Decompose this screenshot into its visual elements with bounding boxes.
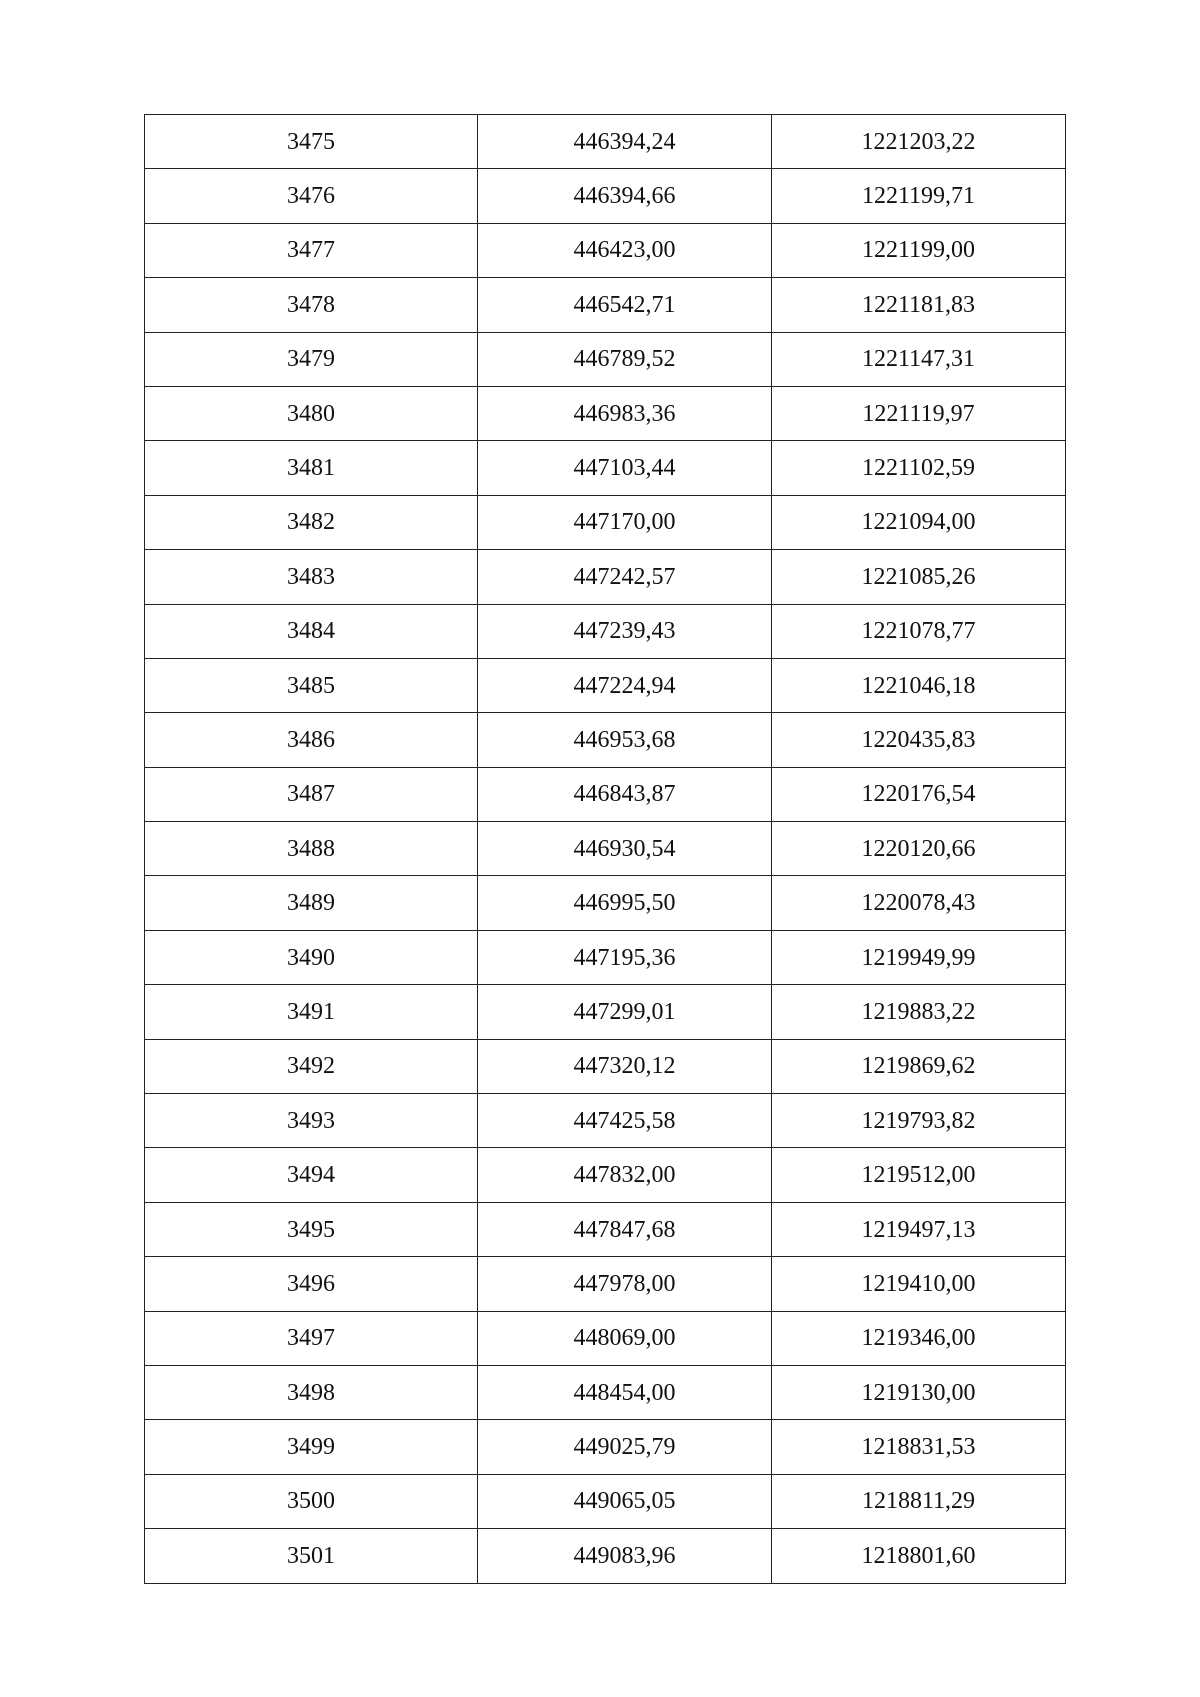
- table-row: [145, 1311, 1066, 1365]
- table-row: [145, 1474, 1066, 1528]
- table-row: [145, 169, 1066, 223]
- table-row: [145, 550, 1066, 604]
- x-coordinate-cell: 446930,54: [478, 822, 772, 876]
- y-coordinate-cell: 1219410,00: [772, 1257, 1066, 1311]
- x-coordinate-cell: 448454,00: [478, 1365, 772, 1419]
- point-number-cell: 3483: [145, 550, 478, 604]
- point-number-cell: 3501: [145, 1529, 478, 1583]
- table-row: [145, 713, 1066, 767]
- table-row: [145, 658, 1066, 712]
- x-coordinate-cell: 447239,43: [478, 604, 772, 658]
- x-coordinate-cell: 449065,05: [478, 1474, 772, 1528]
- point-number-cell: 3487: [145, 767, 478, 821]
- x-coordinate-cell: 446394,24: [478, 115, 772, 169]
- x-coordinate-cell: 446953,68: [478, 713, 772, 767]
- point-number-cell: 3496: [145, 1257, 478, 1311]
- point-number-cell: 3482: [145, 495, 478, 549]
- point-number-cell: 3495: [145, 1202, 478, 1256]
- x-coordinate-cell: 447978,00: [478, 1257, 772, 1311]
- table-row: [145, 1365, 1066, 1419]
- y-coordinate-cell: 1219793,82: [772, 1094, 1066, 1148]
- point-number-cell: 3499: [145, 1420, 478, 1474]
- table-row: [145, 223, 1066, 277]
- y-coordinate-cell: 1219869,62: [772, 1039, 1066, 1093]
- table-row: [145, 876, 1066, 930]
- y-coordinate-cell: 1221085,26: [772, 550, 1066, 604]
- table-row: [145, 1039, 1066, 1093]
- point-number-cell: 3500: [145, 1474, 478, 1528]
- y-coordinate-cell: 1221102,59: [772, 441, 1066, 495]
- table-row: [145, 1094, 1066, 1148]
- coordinates-table-body: [145, 115, 1066, 1584]
- y-coordinate-cell: 1219949,99: [772, 930, 1066, 984]
- table-row: [145, 985, 1066, 1039]
- y-coordinate-cell: 1221203,22: [772, 115, 1066, 169]
- x-coordinate-cell: 446983,36: [478, 386, 772, 440]
- y-coordinate-cell: 1221119,97: [772, 386, 1066, 440]
- y-coordinate-cell: 1219883,22: [772, 985, 1066, 1039]
- y-coordinate-cell: 1221181,83: [772, 278, 1066, 332]
- point-number-cell: 3480: [145, 386, 478, 440]
- point-number-cell: 3477: [145, 223, 478, 277]
- y-coordinate-cell: 1218801,60: [772, 1529, 1066, 1583]
- x-coordinate-cell: 447299,01: [478, 985, 772, 1039]
- x-coordinate-cell: 447103,44: [478, 441, 772, 495]
- table-row: [145, 386, 1066, 440]
- point-number-cell: 3490: [145, 930, 478, 984]
- y-coordinate-cell: 1219512,00: [772, 1148, 1066, 1202]
- x-coordinate-cell: 446394,66: [478, 169, 772, 223]
- y-coordinate-cell: 1219130,00: [772, 1365, 1066, 1419]
- x-coordinate-cell: 449083,96: [478, 1529, 772, 1583]
- point-number-cell: 3488: [145, 822, 478, 876]
- point-number-cell: 3481: [145, 441, 478, 495]
- point-number-cell: 3485: [145, 658, 478, 712]
- y-coordinate-cell: 1218811,29: [772, 1474, 1066, 1528]
- y-coordinate-cell: 1220120,66: [772, 822, 1066, 876]
- x-coordinate-cell: 446789,52: [478, 332, 772, 386]
- point-number-cell: 3484: [145, 604, 478, 658]
- table-row: [145, 278, 1066, 332]
- y-coordinate-cell: 1218831,53: [772, 1420, 1066, 1474]
- x-coordinate-cell: 447847,68: [478, 1202, 772, 1256]
- coordinates-table: [144, 114, 1066, 1584]
- table-row: [145, 822, 1066, 876]
- point-number-cell: 3498: [145, 1365, 478, 1419]
- point-number-cell: 3479: [145, 332, 478, 386]
- table-row: [145, 767, 1066, 821]
- table-row: [145, 930, 1066, 984]
- x-coordinate-cell: 449025,79: [478, 1420, 772, 1474]
- table-row: [145, 604, 1066, 658]
- x-coordinate-cell: 447170,00: [478, 495, 772, 549]
- table-row: [145, 1257, 1066, 1311]
- x-coordinate-cell: 448069,00: [478, 1311, 772, 1365]
- y-coordinate-cell: 1220176,54: [772, 767, 1066, 821]
- point-number-cell: 3491: [145, 985, 478, 1039]
- table-row: [145, 1148, 1066, 1202]
- y-coordinate-cell: 1221147,31: [772, 332, 1066, 386]
- point-number-cell: 3486: [145, 713, 478, 767]
- x-coordinate-cell: 446423,00: [478, 223, 772, 277]
- table-row: [145, 1420, 1066, 1474]
- point-number-cell: 3489: [145, 876, 478, 930]
- x-coordinate-cell: 447242,57: [478, 550, 772, 604]
- point-number-cell: 3493: [145, 1094, 478, 1148]
- table-row: [145, 1202, 1066, 1256]
- y-coordinate-cell: 1219346,00: [772, 1311, 1066, 1365]
- point-number-cell: 3478: [145, 278, 478, 332]
- x-coordinate-cell: 447195,36: [478, 930, 772, 984]
- point-number-cell: 3492: [145, 1039, 478, 1093]
- point-number-cell: 3476: [145, 169, 478, 223]
- table-row: [145, 115, 1066, 169]
- y-coordinate-cell: 1221199,00: [772, 223, 1066, 277]
- x-coordinate-cell: 447320,12: [478, 1039, 772, 1093]
- x-coordinate-cell: 447224,94: [478, 658, 772, 712]
- y-coordinate-cell: 1220435,83: [772, 713, 1066, 767]
- point-number-cell: 3494: [145, 1148, 478, 1202]
- table-row: [145, 332, 1066, 386]
- x-coordinate-cell: 446843,87: [478, 767, 772, 821]
- point-number-cell: 3475: [145, 115, 478, 169]
- y-coordinate-cell: 1221094,00: [772, 495, 1066, 549]
- x-coordinate-cell: 446995,50: [478, 876, 772, 930]
- x-coordinate-cell: 447425,58: [478, 1094, 772, 1148]
- y-coordinate-cell: 1220078,43: [772, 876, 1066, 930]
- table-row: [145, 495, 1066, 549]
- y-coordinate-cell: 1221078,77: [772, 604, 1066, 658]
- table-row: [145, 1529, 1066, 1583]
- x-coordinate-cell: 446542,71: [478, 278, 772, 332]
- x-coordinate-cell: 447832,00: [478, 1148, 772, 1202]
- y-coordinate-cell: 1221199,71: [772, 169, 1066, 223]
- y-coordinate-cell: 1221046,18: [772, 658, 1066, 712]
- point-number-cell: 3497: [145, 1311, 478, 1365]
- y-coordinate-cell: 1219497,13: [772, 1202, 1066, 1256]
- table-row: [145, 441, 1066, 495]
